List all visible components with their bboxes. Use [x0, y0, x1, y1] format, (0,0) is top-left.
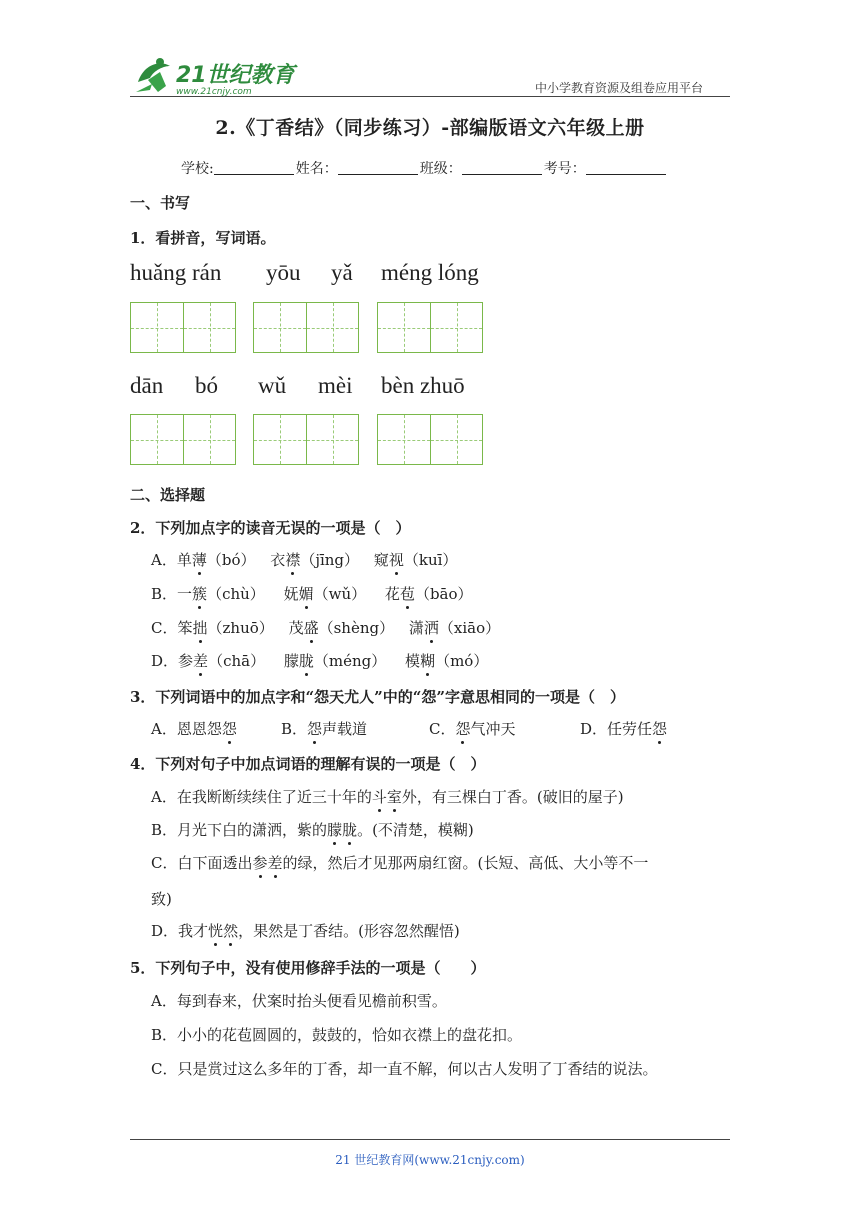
q2-option-c[interactable]: C．笨拙（zhuō） 茂盛（shèng） 潇洒（xiāo） — [151, 619, 501, 637]
pinyin-1: huǎng rán — [130, 260, 222, 285]
section-writing: 一、书写 — [130, 194, 191, 212]
school-label: 学校: — [181, 161, 214, 177]
logo-text: 21世纪教育 — [176, 63, 295, 88]
writing-grid-6[interactable] — [377, 414, 483, 465]
pinyin-7: wǔ — [258, 373, 287, 398]
header-divider — [130, 96, 730, 97]
question-4-stem: 4．下列对句子中加点词语的理解有误的一项是（ ） — [130, 755, 486, 773]
pinyin-5: dān — [130, 373, 164, 398]
logo-url: www.21cnjy.com — [176, 87, 252, 97]
writing-grid-1[interactable] — [130, 302, 236, 353]
q3-option-a[interactable]: A．恩恩怨怨 — [151, 720, 237, 738]
section-choice: 二、选择题 — [130, 486, 206, 504]
q5-option-c[interactable]: C．只是赏过这么多年的丁香，却一直不解，何以古人发明了丁香结的说法。 — [151, 1060, 658, 1078]
q3-option-c[interactable]: C．怨气冲天 — [429, 720, 516, 738]
page-title: 2.《丁香结》（同步练习）-部编版语文六年级上册 — [215, 117, 645, 139]
pinyin-3: yǎ — [331, 260, 353, 285]
question-1-stem: 1．看拼音，写词语。 — [130, 229, 276, 247]
student-info-line — [181, 158, 668, 178]
name-label: 姓名： — [295, 161, 338, 177]
q2-option-a[interactable]: A．单薄（bó） 衣襟（jīng） 窥视（kuī） — [151, 551, 458, 569]
question-5-stem: 5．下列句子中，没有使用修辞手法的一项是（ ） — [130, 959, 486, 977]
pinyin-2: yōu — [266, 260, 301, 285]
writing-grid-2[interactable] — [253, 302, 359, 353]
pinyin-4: méng lóng — [381, 260, 479, 285]
q3-option-b[interactable]: B．怨声载道 — [281, 720, 368, 738]
question-3-stem: 3．下列词语中的加点字和“怨天尤人”中的“怨”字意思相同的一项是（ ） — [130, 688, 625, 706]
pinyin-6: bó — [195, 373, 218, 398]
q4-option-c-continuation: 致) — [151, 890, 172, 908]
class-blank[interactable] — [462, 160, 542, 175]
writing-grid-4[interactable] — [130, 414, 236, 465]
q4-option-b[interactable]: B．月光下白的潇洒，紫的朦胧。(不清楚，模糊) — [151, 821, 474, 839]
q4-option-d[interactable]: D．我才恍然，果然是丁香结。(形容忽然醒悟) — [151, 922, 460, 940]
q5-option-a[interactable]: A．每到春来，伏案时抬头便看见檐前积雪。 — [151, 992, 447, 1010]
q4-option-c[interactable]: C．白下面透出参差的绿，然后才见那两扇红窗。(长短、高低、大小等不一 — [151, 854, 649, 872]
name-blank[interactable] — [338, 160, 418, 175]
school-blank[interactable] — [214, 160, 294, 175]
writing-grid-3[interactable] — [377, 302, 483, 353]
q2-option-d[interactable]: D．参差（chā） 朦胧（méng） 模糊（mó） — [151, 652, 489, 670]
site-logo — [130, 52, 300, 98]
footer-link[interactable]: 21 世纪教育网(www.21cnjy.com) — [335, 1153, 525, 1167]
q4-option-a[interactable]: A．在我断断续续住了近三十年的斗室外，有三棵白丁香。(破旧的屋子) — [151, 788, 624, 806]
question-2-stem: 2．下列加点字的读音无误的一项是（ ） — [130, 519, 411, 537]
q2-option-b[interactable]: B．一簇（chù） 妩媚（wǔ） 花苞（bāo） — [151, 585, 473, 603]
number-blank[interactable] — [586, 160, 666, 175]
class-label: 班级： — [419, 161, 462, 177]
q5-option-b[interactable]: B．小小的花苞圆圆的，鼓鼓的，恰如衣襟上的盘花扣。 — [151, 1026, 523, 1044]
writing-grid-5[interactable] — [253, 414, 359, 465]
q3-option-d[interactable]: D．任劳任怨 — [580, 720, 668, 738]
number-label: 考号： — [543, 161, 586, 177]
footer-divider — [130, 1139, 730, 1140]
pinyin-8: mèi — [318, 373, 353, 398]
platform-label: 中小学教育资源及组卷应用平台 — [535, 81, 704, 95]
pinyin-9: bèn zhuō — [381, 373, 465, 398]
